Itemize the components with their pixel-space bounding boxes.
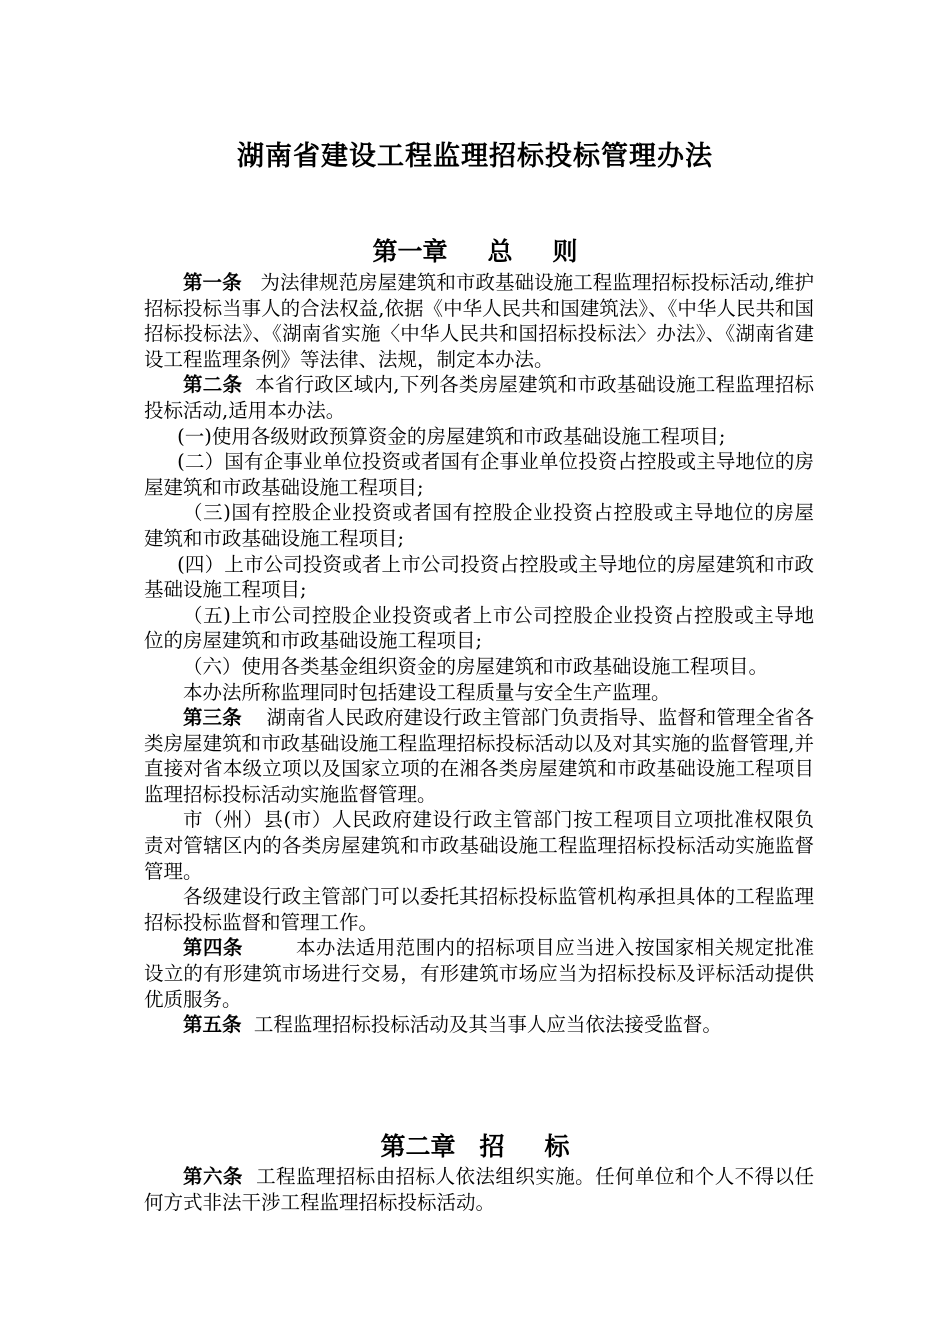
article-2-item-3: （三)国有控股企业投资或者国有控股企业投资占控股或主导地位的房屋建筑和市政基础设施工程项目; — [144, 501, 814, 550]
article-2-item-1: (一)使用各级财政预算资金的房屋建筑和市政基础设施工程项目; — [177, 424, 726, 448]
article-3-label: 第三条 — [183, 706, 242, 730]
article-2-item-2: (二）国有企事业单位投资或者国有企事业单位投资占控股或主导地位的房屋建筑和市政基础设施工程项目; — [144, 450, 814, 499]
article-4 — [144, 935, 814, 1012]
document-title: 湖南省建设工程监理招标投标管理办法 — [237, 141, 713, 172]
article-3-text: 湖南省人民政府建设行政主管部门负责指导、监督和管理全省各类房屋建筑和市政基础设施工程监理招标投标活动以及对其实施的监督管理,并直接对省本级立项以及国家立项的在湘各类房屋建筑和市政基础设施工程项目监理招标投标活动实施监督管理。 — [144, 706, 814, 806]
chapter-1-body — [144, 270, 814, 1038]
chapter-2-body — [144, 1164, 814, 1215]
chapter-1-word-2: 则 — [552, 237, 578, 266]
article-2-item-4: (四）上市公司投资或者上市公司投资占控股或主导地位的房屋建筑和市政基础设施工程项目; — [144, 552, 814, 602]
article-4-label: 第四条 — [183, 936, 243, 960]
article-3 — [144, 705, 814, 807]
article-5-label: 第五条 — [183, 1013, 242, 1037]
chapter-2-number: 第二章 — [380, 1132, 456, 1161]
chapter-2-word-2: 标 — [544, 1132, 570, 1161]
article-5 — [144, 1012, 814, 1038]
article-1-text: 为法律规范房屋建筑和市政基础设施工程监理招标投标活动,维护招标投标当事人的合法权益,依据《中华人民共和国建筑法》、《中华人民共和国招标投标法》、《湖南省实施〈中华人民共和国招标投标法〉办法》、《湖南省建设工程监理条例》等法律、法规，制定本办法。 — [144, 271, 814, 371]
article-6-label: 第六条 — [183, 1165, 243, 1188]
article-3-para-3: 各级建设行政主管部门可以委托其招标投标监管机构承担具体的工程监理招标投标监督和管理工作。 — [144, 885, 814, 934]
article-2-label: 第二条 — [183, 373, 243, 397]
chapter-2-heading — [0, 1127, 950, 1163]
chapter-1-number: 第一章 — [372, 237, 448, 266]
article-2 — [144, 372, 814, 423]
article-6-text: 工程监理招标由招标人依法组织实施。任何单位和个人不得以任何方式非法干涉工程监理招标投标活动。 — [144, 1165, 814, 1214]
article-1-label: 第一条 — [183, 271, 242, 294]
article-6 — [144, 1164, 814, 1215]
article-4-text: 本办法适用范围内的招标项目应当进入按国家相关规定批准设立的有形建筑市场进行交易，有形建筑市场应当为招标投标及评标活动提供优质服务。 — [144, 936, 814, 1011]
article-2-item-5: （五)上市公司控股企业投资或者上市公司控股企业投资占控股或主导地位的房屋建筑和市政基础设施工程项目; — [144, 603, 814, 653]
chapter-2-word-1: 招 — [479, 1132, 505, 1161]
article-5-text: 工程监理招标投标活动及其当事人应当依法接受监督。 — [253, 1013, 722, 1037]
article-1 — [144, 270, 814, 372]
article-2-text: 本省行政区域内,下列各类房屋建筑和市政基础设施工程监理招标投标活动,适用本办法。 — [144, 373, 814, 422]
article-2-note: 本办法所称监理同时包括建设工程质量与安全生产监理。 — [183, 680, 671, 704]
chapter-1-heading — [0, 232, 950, 268]
article-2-item-6: （六）使用各类基金组织资金的房屋建筑和市政基础设施工程项目。 — [183, 654, 769, 678]
chapter-1-word-1: 总 — [487, 237, 513, 266]
article-3-para-2: 市（州）县(市）人民政府建设行政主管部门按工程项目立项批准权限负责对管辖区内的各类房屋建筑和市政基础设施工程监理招标投标活动实施监督管理。 — [144, 808, 814, 883]
